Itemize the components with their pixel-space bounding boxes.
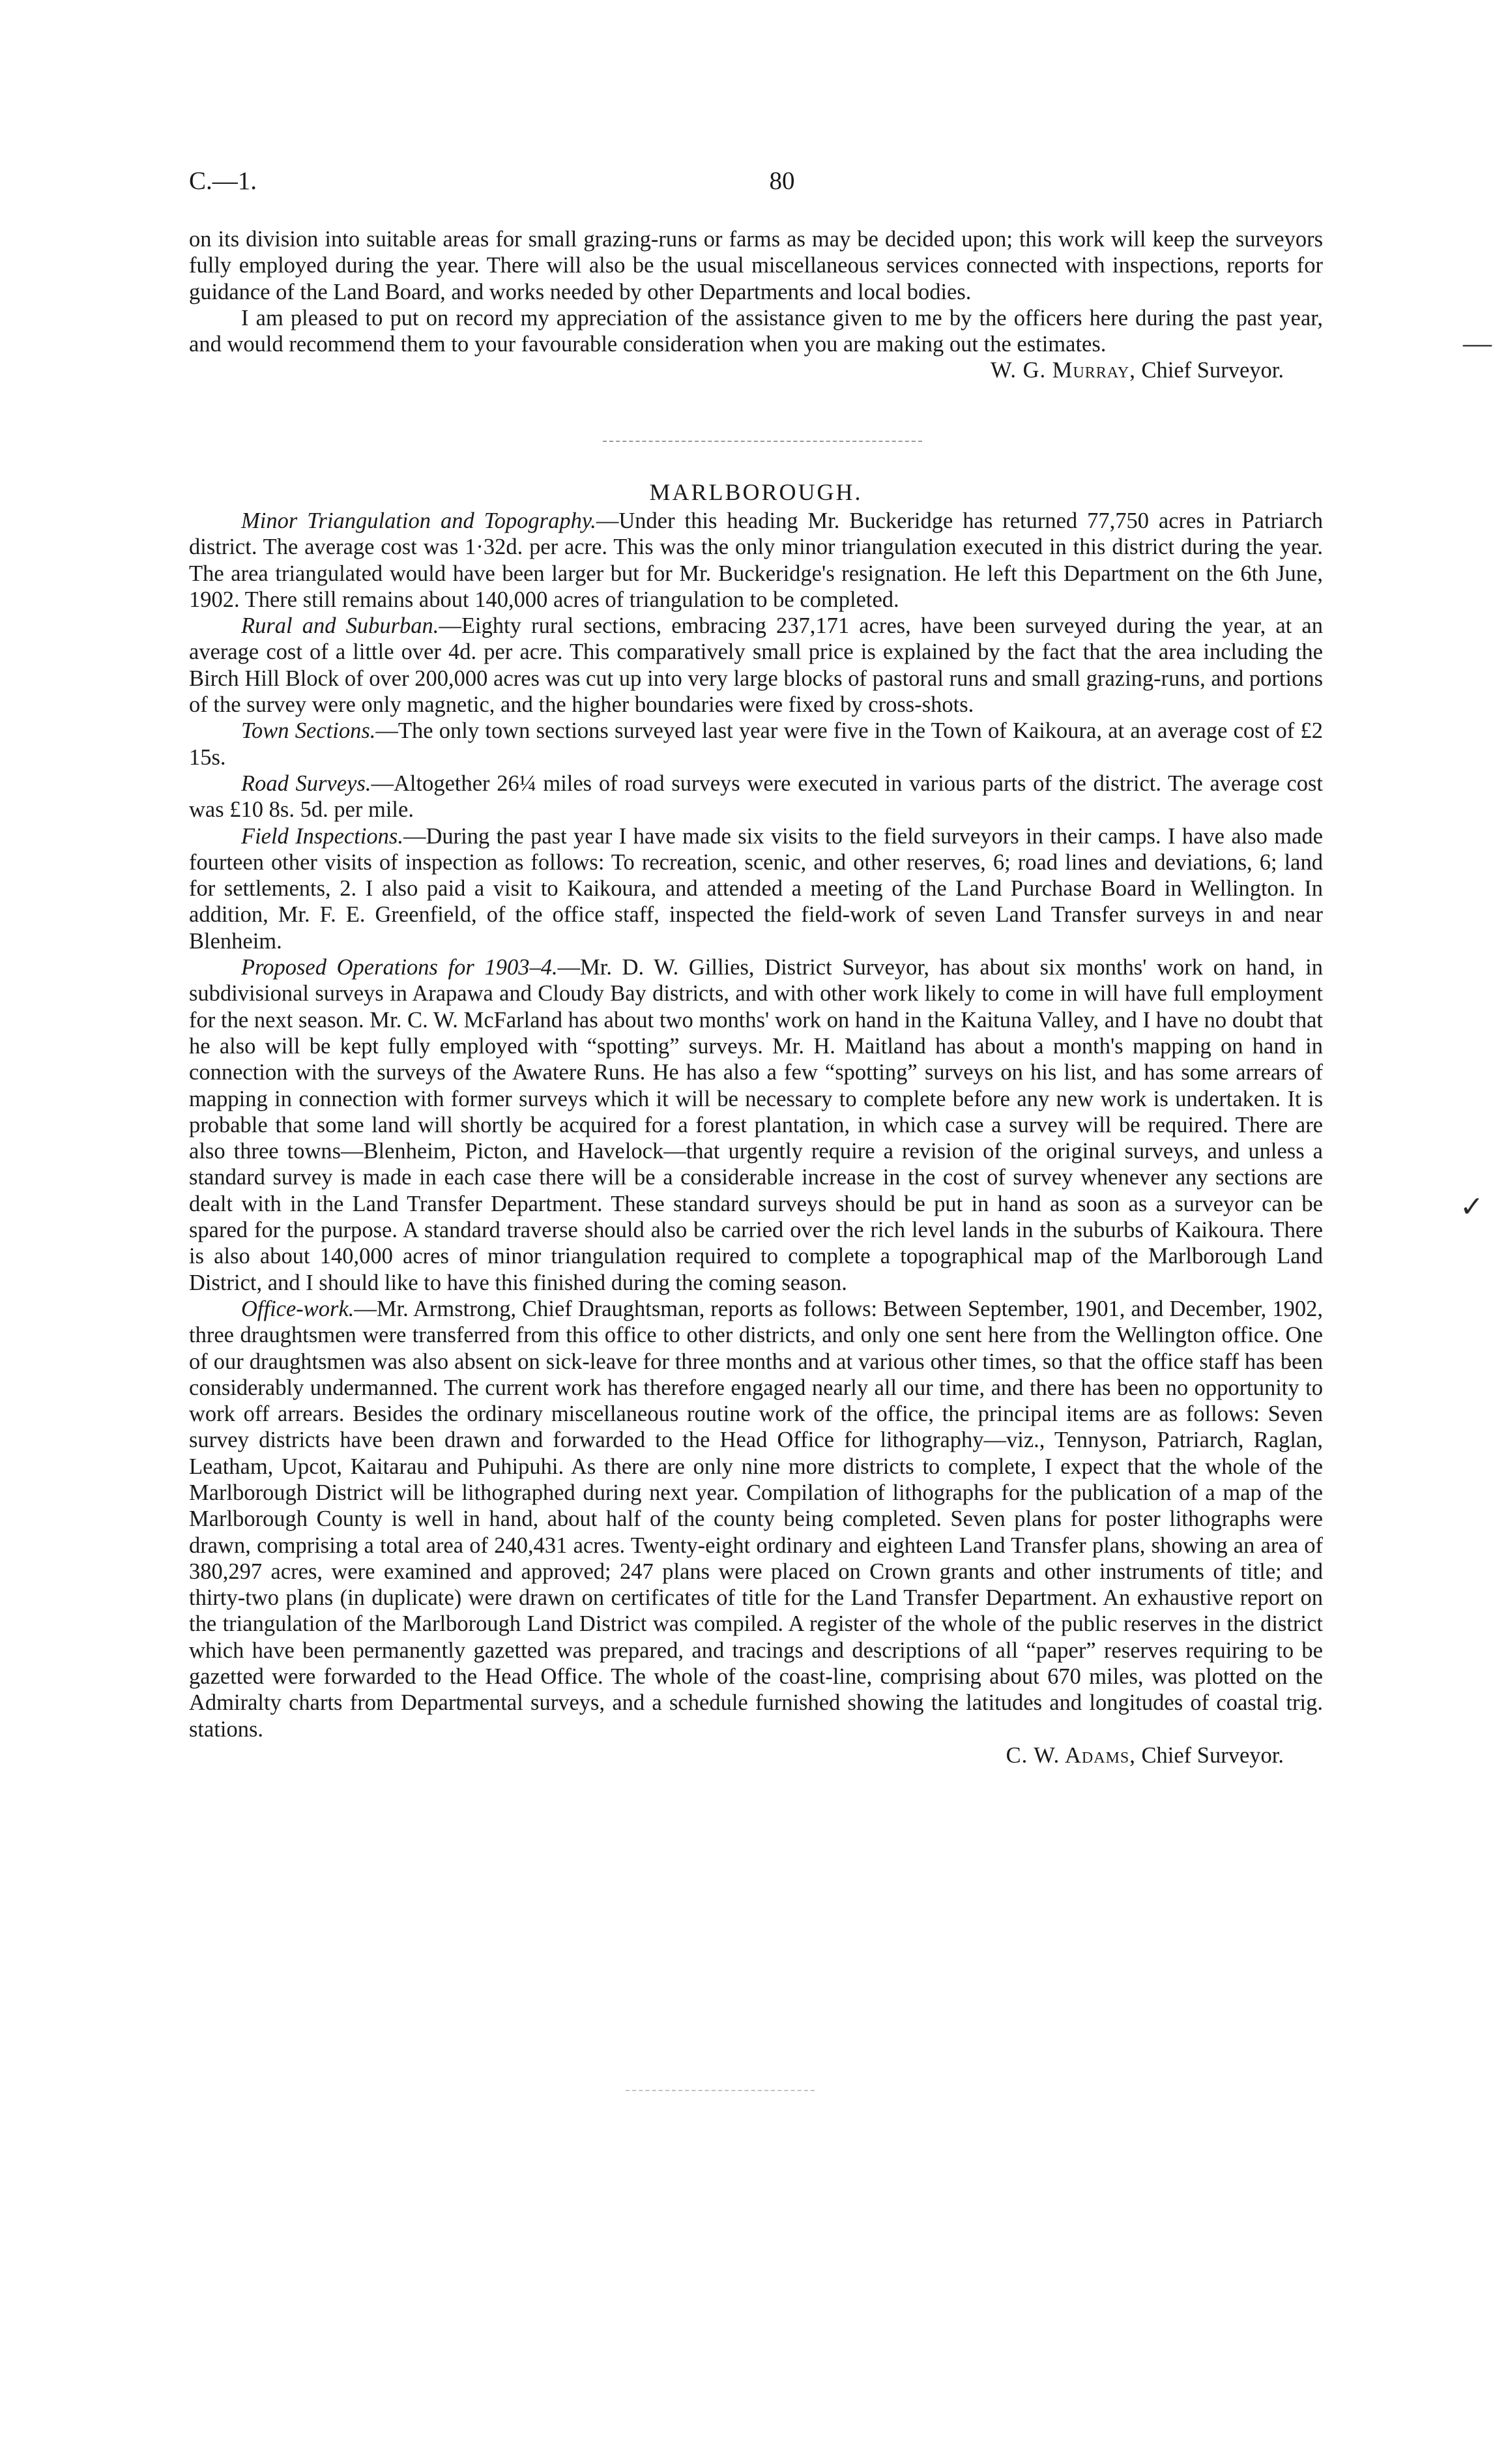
report-paragraph xyxy=(189,508,1323,613)
intro-paragraph: I am pleased to put on record my appreciation of the assistance given to me by the officers here during the past year, and would recommend them to your favourable consideration when you are making out the estimates. xyxy=(189,305,1323,357)
signature-name: W. G. Murray, xyxy=(990,358,1136,383)
paragraph-label: Field Inspections. xyxy=(241,823,403,849)
report-paragraph xyxy=(189,1296,1323,1742)
signature-adams xyxy=(189,1742,1323,1768)
paragraph-text: —Altogether 26¼ miles of road surveys were executed in various parts of the district. The average cost was £10 8s. 5d. per mile. xyxy=(189,770,1323,823)
page-number: 80 xyxy=(769,167,795,195)
report-paragraph xyxy=(189,613,1323,718)
intro-paragraph: on its division into suitable areas for small grazing-runs or farms as may be decided upon; this work will keep the surveyors fully employed during the year. There will also be the usual miscellaneous services connected with inspections, reports for guidance of the Land Board, and works needed by other Departments and local bodies. xyxy=(189,227,1323,304)
closing-divider xyxy=(626,2090,815,2091)
paragraph-text: —Mr. Armstrong, Chief Draughtsman, reports as follows: Between September, 1901, and December, 1902, three draughtsmen were transferred from this office to other districts, and only one sent here from the Wellington office. One of our draughtsmen was also absent on sick-leave for three months and at various other times, so that the office staff has been considerably undermanned. The current work has therefore engaged nearly all our time, and there has been no opportunity to work off arrears. Besides the ordinary miscellaneous routine work of the office, the principal items are as follows: Seven survey districts have been drawn and forwarded to the Head Office for lithography—viz., Tennyson, Patriarch, Raglan, Leatham, Upcot, Kaitarau and Puhipuhi. As there are only nine more districts to complete, I expect that the whole of the Marlborough District will be lithographed during next year. Compilation of lithographs for the publication of a map of the Marlborough County is well in hand, about half of the county being completed. Seven plans for poster lithographs were drawn, comprising a total area of 240,431 acres. Twenty-eight ordinary and eighteen Land Transfer plans, showing an area of 380,297 acres, were examined and approved; 247 plans were placed on Crown grants and other instruments of title; and thirty-two plans (in duplicate) were drawn on certificates of title for the Land Transfer Department. An exhaustive report on the triangulation of the Marlborough Land District was compiled. A register of the whole of the public reserves in the district which have been permanently gazetted was prepared, and tracings and descriptions of all “paper” reserves requiring to be gazetted were forwarded to the Head Office. The whole of the coast-line, comprising about 670 miles, was plotted on the Admiralty charts from Departmental surveys, and a schedule furnished showing the latitudes and longitudes of coastal trig. stations. xyxy=(189,1296,1323,1742)
paragraph-text: —During the past year I have made six visits to the field surveyors in their camps. I have also made fourteen other visits of inspection as follows: To recreation, scenic, and other reserves, 6; road lines and deviations, 6; land for settlements, 2. I also paid a visit to Kaikoura, and attended a meeting of the Land Purchase Board in Wellington. In addition, Mr. F. E. Greenfield, of the office staff, inspected the field-work of seven Land Transfer surveys in and near Blenheim. xyxy=(189,823,1323,954)
signature-name: C. W. Adams, xyxy=(1006,1742,1136,1768)
paragraph-label: Town Sections. xyxy=(241,718,376,744)
paragraph-text: —Mr. D. W. Gillies, District Surveyor, has about six months' work on hand, in subdivisional surveys in Arapawa and Cloudy Bay districts, and with other work likely to come in will have full employment for the next season. Mr. C. W. McFarland has about two months' work on hand in the Kaituna Valley, and I have no doubt that he also will be kept fully employed with “spotting” surveys. Mr. H. Maitland has about a month's mapping on hand in connection with the surveys of the Awatere Runs. He has also a few “spotting” surveys on his list, and has some arrears of mapping in connection with former surveys which it will be necessary to complete before any new work is undertaken. It is probable that some land will shortly be acquired for a forest plantation, in which case a survey will be required. There are also three towns—Blenheim, Picton, and Havelock—that urgently require a revision of the original surveys, and unless a standard survey is made in each case there will be a considerable increase in the cost of survey whenever any sections are dealt with in the Land Transfer Department. These standard surveys should be put in hand as soon as a surveyor can be spared for the purpose. A standard traverse should also be carried over the rich level lands in the suburbs of Kaikoura. There is also about 140,000 acres of minor triangulation required to complete a topographical map of the Marlborough Land District, and I should like to have this finished during the coming season. xyxy=(189,955,1323,1295)
margin-dash-mark: ― xyxy=(1463,327,1492,359)
marlborough-report xyxy=(189,508,1323,1768)
paragraph-text: —Under this heading Mr. Buckeridge has returned 77,750 acres in Patriarch district. The average cost was 1·32d. per acre. This was the only minor triangulation executed in this district during the year. The area triangulated would have been larger but for Mr. Buckeridge's resignation. He left this Department on the 6th June, 1902. There still remains about 140,000 acres of triangulation to be completed. xyxy=(189,508,1324,612)
intro-block xyxy=(189,226,1323,384)
report-paragraph xyxy=(189,954,1323,1296)
paragraph-label: Proposed Operations for 1903–4. xyxy=(241,955,558,980)
paragraph-text: —The only town sections surveyed last year were five in the Town of Kaikoura, at an average cost of £2 15s. xyxy=(189,718,1323,770)
report-paragraph xyxy=(189,718,1323,770)
margin-check-mark: ✓ xyxy=(1460,1191,1484,1223)
section-divider xyxy=(603,441,922,442)
signature-title: Chief Surveyor. xyxy=(1141,1742,1284,1768)
paragraph-label: Minor Triangulation and Topography. xyxy=(241,508,596,533)
report-paragraph xyxy=(189,823,1323,954)
page-header xyxy=(189,158,1323,204)
paragraph-text: —Eighty rural sections, embracing 237,171 acres, have been surveyed during the year, at an average cost of a little over 4d. per acre. This comparatively small price is explained by the fact that the area including the Birch Hill Block of over 200,000 acres was cut up into very large blocks of pastoral runs and small grazing-runs, and portions of the survey were only magnetic, and the higher boundaries were fixed by cross-shots. xyxy=(189,613,1323,718)
document-reference: C.—1. xyxy=(189,167,257,195)
paragraph-label: Office-work. xyxy=(241,1296,355,1321)
report-paragraph xyxy=(189,770,1323,823)
paragraph-label: Road Surveys. xyxy=(241,770,371,796)
section-heading: MARLBOROUGH. xyxy=(649,479,863,505)
signature-murray xyxy=(189,357,1323,383)
signature-title: Chief Surveyor. xyxy=(1141,358,1284,383)
paragraph-label: Rural and Suburban. xyxy=(241,613,439,639)
